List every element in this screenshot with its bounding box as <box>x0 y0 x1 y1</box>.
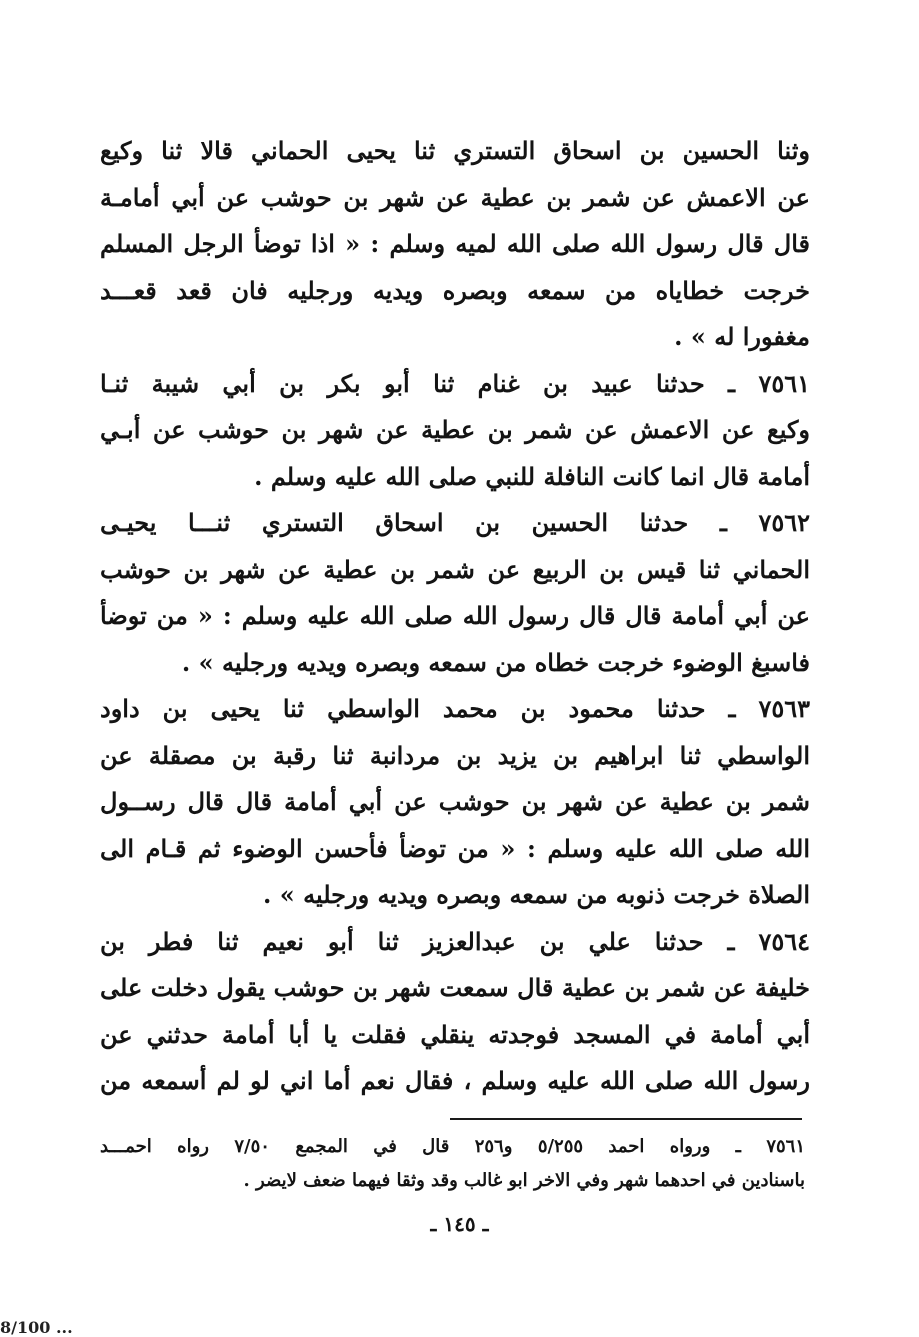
text-line: أبي أمامة في المسجد فوجدته ينقلي فقلت يا أبا أمامة حدثني عن <box>100 1019 810 1049</box>
paragraph-7564 <box>100 919 810 1105</box>
text-line: شمر بن عطية عن شهر بن حوشب عن أبي أمامة قال قال رســول <box>100 787 810 816</box>
text-line: ٧٥٦١ ـ حدثنا عبيد بن غنام ثنا أبو بكر بن أبي شيبة ثنـا <box>100 368 810 398</box>
paragraph-7561 <box>100 361 810 501</box>
text-line: ٧٥٦٤ ـ حدثنا علي بن عبدالعزيز ثنا أبو نعيم ثنا فطر بن <box>100 926 810 956</box>
text-line: أمامة قال انما كانت النافلة للنبي صلى الله عليه وسلم . <box>254 461 810 491</box>
text-line: الواسطي ثنا ابراهيم بن يزيد بن مردانبة ثنا رقبة بن مصقلة عن <box>100 740 810 770</box>
text-line: فاسبغ الوضوء خرجت خطاه من سمعه وبصره ويديه ورجليه » . <box>181 647 810 677</box>
text-line: قال قال رسول الله صلى الله لميه وسلم : « اذا توضأ الرجل المسلم <box>100 229 810 258</box>
text-line: مغفورا له » . <box>674 322 810 351</box>
text-line: الصلاة خرجت ذنوبه من سمعه وبصره ويديه ورجليه » . <box>263 880 810 909</box>
text-line: خليفة عن شمر بن عطية قال سمعت شهر بن حوشب يقول دخلت على <box>100 973 810 1002</box>
text-line: الحماني ثنا قيس بن الربيع عن شمر بن عطية عن شهر بن حوشب <box>100 554 810 584</box>
text-line: خرجت خطاياه من سمعه وبصره ويديه ورجليه فان قعد قعـــد <box>100 275 810 305</box>
paragraph-7562 <box>100 500 810 686</box>
scan-mark: 8/100 ... <box>0 1318 73 1337</box>
text-line: عن أبي أمامة قال قال رسول الله صلى الله عليه وسلم : « من توضأ <box>100 601 810 630</box>
text-line: الله صلى الله عليه وسلم : « من توضأ فأحسن الوضوء ثم قـام الى <box>100 833 810 863</box>
paragraph-intro <box>100 128 810 361</box>
footnote-divider <box>450 1118 802 1120</box>
paragraph-7563 <box>100 686 810 919</box>
text-line: ٧٥٦٣ ـ حدثنا محمود بن محمد الواسطي ثنا يحيى بن داود <box>100 694 810 723</box>
text-line: رسول الله صلى الله عليه وسلم ، فقال نعم أما اني لو لم أسمعه من <box>100 1066 810 1095</box>
page-number: ـ ١٤٥ ـ <box>430 1212 489 1236</box>
text-line: عن الاعمش عن شمر بن عطية عن شهر بن حوشب عن أبي أمامـة <box>100 182 810 212</box>
footnote <box>100 1130 805 1198</box>
text-line: وكيع عن الاعمش عن شمر بن عطية عن شهر بن حوشب عن أبـي <box>100 415 810 444</box>
text-line: ٧٥٦٢ ـ حدثنا الحسين بن اسحاق التستري ثنـــا يحيـى <box>100 508 810 537</box>
text-line: وثنا الحسين بن اسحاق التستري ثنا يحيى الحماني قالا ثنا وكيع <box>100 136 810 165</box>
main-text <box>100 128 810 1105</box>
footnote-line: ٧٥٦١ ـ ورواه احمد ٥/٢٥٥ و٢٥٦ قال في المجمع ٧/٥٠ رواه احمـــد <box>100 1136 805 1157</box>
footnote-line: باسنادين في احدهما شهر وفي الاخر ابو غالب وقد وثقا فيهما ضعف لايضر . <box>243 1170 805 1191</box>
